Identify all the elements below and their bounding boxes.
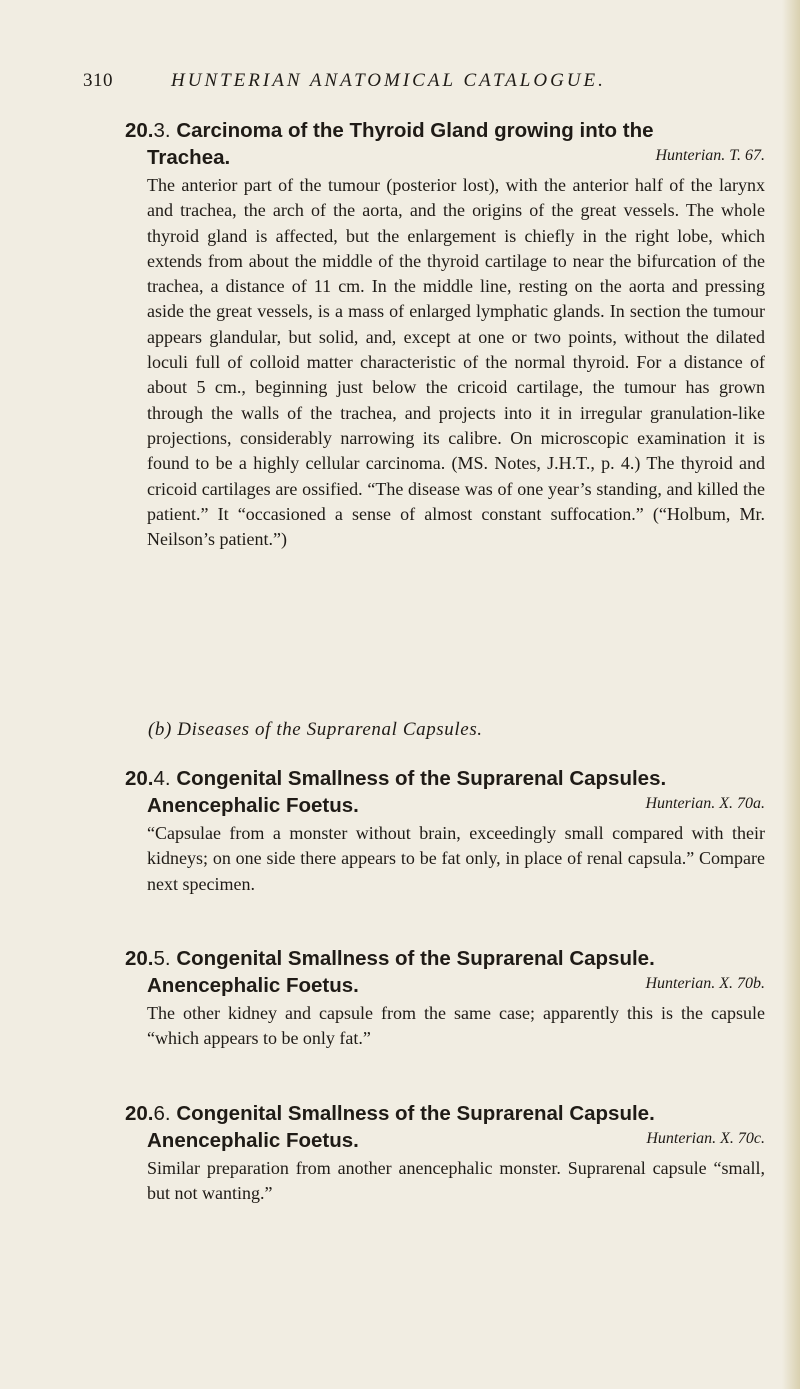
entry-title: Congenital Smallness of the Suprarenal Capsules.	[176, 767, 667, 790]
entry-reference	[656, 142, 766, 169]
catalogue-entry	[125, 117, 765, 552]
entry-number: 20.	[125, 947, 154, 970]
entry-heading-cont	[125, 972, 765, 999]
entry-heading-cont	[125, 144, 765, 171]
ref-mark: X. 70c.	[720, 1130, 765, 1147]
entry-subnumber: 4.	[153, 767, 171, 790]
entry-heading-cont	[125, 792, 765, 819]
entry-subnumber: 3.	[153, 119, 171, 142]
ref-mark: T. 67.	[729, 147, 765, 164]
ref-source: Hunterian.	[646, 1130, 717, 1147]
catalogue-entry	[125, 765, 765, 897]
catalogue-entry	[125, 1100, 765, 1207]
entry-description: Similar preparation from another anencephalic monster. Suprarenal capsule “small, but not wanting.”	[147, 1158, 765, 1204]
entry-title-cont: Anencephalic Foetus.	[147, 1129, 359, 1152]
page-edge-shadow	[782, 0, 800, 1389]
running-head	[83, 70, 760, 96]
entry-title-cont: Anencephalic Foetus.	[147, 974, 359, 997]
ref-source: Hunterian.	[645, 975, 716, 992]
entry-reference	[645, 970, 765, 997]
entry-title-cont: Trachea.	[147, 146, 231, 169]
ref-source: Hunterian.	[655, 147, 726, 164]
entry-description: The other kidney and capsule from the same case; apparently this is the capsule “which appears to be only fat.”	[147, 1003, 765, 1049]
entry-reference	[646, 1125, 765, 1152]
entry-reference	[645, 790, 765, 817]
entry-subnumber: 5.	[153, 947, 171, 970]
entry-heading-cont	[125, 1127, 765, 1154]
ref-source: Hunterian.	[645, 795, 716, 812]
ref-mark: X. 70b.	[719, 975, 765, 992]
entry-number: 20.	[125, 119, 154, 142]
entry-heading	[125, 945, 765, 972]
entry-title: Congenital Smallness of the Suprarenal Capsule.	[176, 1102, 655, 1125]
running-title: HUNTERIAN ANATOMICAL CATALOGUE.	[171, 70, 606, 91]
entry-title-cont: Anencephalic Foetus.	[147, 794, 359, 817]
entry-subnumber: 6.	[153, 1102, 171, 1125]
entry-number: 20.	[125, 1102, 154, 1125]
catalogue-entry	[125, 945, 765, 1052]
ref-mark: X. 70a.	[719, 795, 765, 812]
entry-description: “Capsulae from a monster without brain, exceedingly small compared with their kidneys; on one side there appears to be fat only, in place of renal capsula.” Compare next specimen.	[147, 823, 765, 894]
entry-heading	[125, 1100, 765, 1127]
entry-description: The anterior part of the tumour (posterior lost), with the anterior half of the larynx and trachea, the arch of the aorta, and the origins of the great vessels. The whole thyroid gland is affected, but the enlargement is chiefly in the right lobe, which extends from about the middle of the thyroid cartilage to near the bifurcation of the trachea, a distance of 11 cm. In the middle line, resting on the aorta and pressing aside the great vessels, is a mass of enlarged lymphatic glands. In section the tumour appears glandular, but solid, and, except at one or two points, without the dilated loculi full of colloid matter characteristic of the normal thyroid. For a distance of about 5 cm., beginning just below the cricoid cartilage, the tumour has grown through the walls of the trachea, and projects into it in irregular granulation-like projections, considerably narrowing its calibre. On microscopic examination it is found to be a highly cellular carcinoma. (MS. Notes, J.H.T., p. 4.) The thyroid and cricoid cartilages are ossified. “The disease was of one year’s standing, and killed the patient.” It “occasioned a sense of almost constant suffocation.” (“Holbum, Mr. Neilson’s patient.”)	[147, 175, 765, 550]
entry-heading	[125, 765, 765, 792]
section-heading: (b) Diseases of the Suprarenal Capsules.	[148, 719, 483, 740]
entry-title: Congenital Smallness of the Suprarenal Capsule.	[176, 947, 655, 970]
entry-title: Carcinoma of the Thyroid Gland growing into the	[176, 119, 654, 142]
page-number: 310	[83, 70, 113, 91]
entry-heading	[125, 117, 765, 144]
entry-number: 20.	[125, 767, 154, 790]
